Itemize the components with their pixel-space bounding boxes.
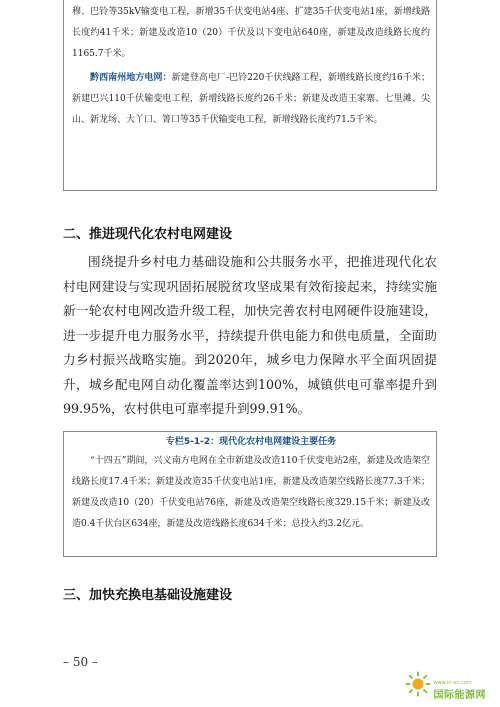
column-box-body: “十四五”期间，兴义南方电网在全市新建及改造110千伏变电站2座，新建及改造架空线路长度17.4千米；新建及改造35千伏变电站1座，新建及改造架空线路长度77.3千米；新建及改造10（20）千伏变电站76座，新建及改造架空线路长度329.15千米；新建及改造0.4千伏台区634座，新建及改造线路长度634千米；总投入约3.2亿元。 [72, 456, 430, 529]
page-number: – 50 – [63, 655, 98, 669]
project-text: 新建登高电厂-巴铃220千伏线路工程，新增线路长度约16千米；新建巴兴110千伏输变电工程，新增线路长度约26千米；新建及改造王家寨、七里滩、尖山、新龙场、大丫口、箐口等35千伏输变电工程，新增线路长度约71.5千米。 [72, 73, 430, 125]
watermark-url: www.in-en.com [433, 680, 472, 686]
section-heading-charging: 三、加快充换电基础设施建设 [63, 588, 233, 603]
watermark-name: 国际能源网 [433, 690, 486, 701]
column-box [63, 431, 437, 557]
project-text-continued: 穆、巴铃等35kV输变电工程，新增35千伏变电站4座、扩建35千伏变电站1座，新增线路长度约41千米；新建及改造10（20）千伏及以下变电站640座，新建及改造线路长度约1165.7千米。 [72, 7, 430, 59]
project-list-box [63, 0, 437, 191]
section-body-paragraph: 围绕提升乡村电力基础设施和公共服务水平，把推进现代化农村电网建设与实现巩固拓展脱贫攻坚成果有效衔接起来，持续实施新一轮农村电网改造升级工程，加快完善农村电网硬件设施建设，进一步提升电力服务水平，持续提升供电能力和供电质量，全面助力乡村振兴战略实施。到2020年，城乡电力保障水平全面巩固提升，城乡配电网自动化覆盖率达到100%，城镇供电可靠率提升到99.95%，农村供电可靠率提升到99.91%。 [63, 254, 437, 416]
column-box-title: 专栏5-1-2：现代化农村电网建设主要任务 [165, 437, 337, 447]
project-label: 黔西南州地方电网： [90, 73, 172, 83]
section-heading-rural-grid: 二、推进现代化农村电网建设 [63, 227, 233, 242]
project-paragraph [72, 68, 430, 131]
watermark-logo [405, 671, 487, 701]
sun-logo-icon [405, 671, 431, 701]
